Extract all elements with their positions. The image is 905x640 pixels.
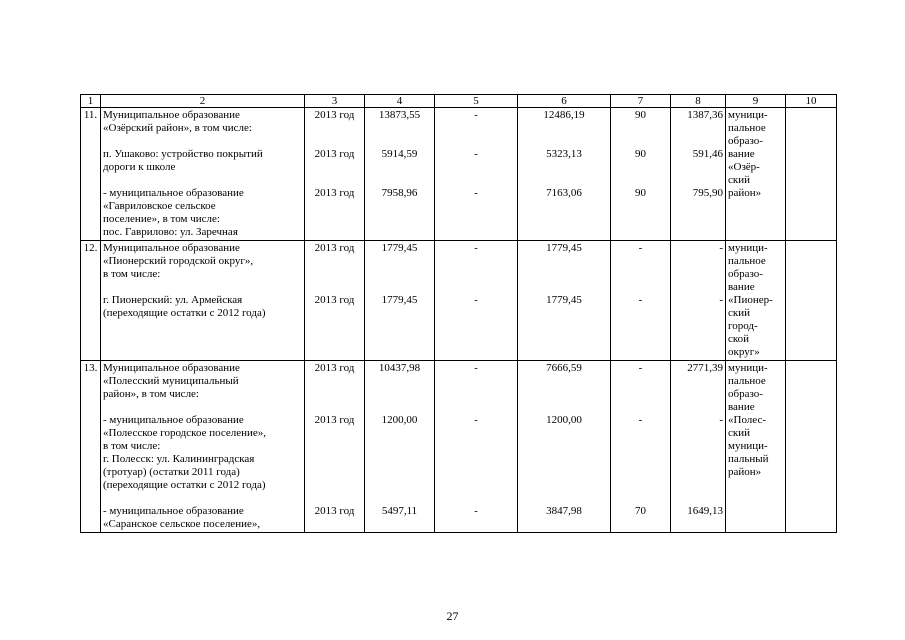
cell-value: - (638, 414, 643, 426)
cell-value: 2013 год (314, 242, 355, 254)
executor-line: образо- (728, 388, 763, 400)
cell-c4 (367, 242, 432, 294)
value-cell-c5 (435, 361, 518, 533)
item-name (103, 242, 302, 294)
item-name-line: «Полесское городское поселение», (103, 427, 267, 439)
cell-c5 (437, 109, 515, 148)
cell-c7 (613, 294, 668, 320)
item-name-line: дороги к школе (103, 161, 176, 173)
item-name-line: - муниципальное образование (103, 187, 244, 199)
executor-line: пальный (728, 453, 769, 465)
cell-year (307, 294, 362, 320)
cell-c5 (437, 294, 515, 320)
executor-line: ский (728, 307, 750, 319)
value-cell-c7 (611, 108, 671, 241)
cell-value: 90 (635, 148, 646, 160)
cell-value: 795,90 (692, 187, 723, 199)
row-number: 13. (81, 361, 101, 533)
cell-value: 1387,36 (687, 109, 723, 121)
cell-value: 90 (635, 187, 646, 199)
column-10-cell (786, 108, 837, 241)
header-cell-7: 7 (611, 95, 671, 108)
cell-c4 (367, 414, 432, 505)
header-cell-2: 2 (101, 95, 305, 108)
value-cell-c4 (365, 108, 435, 241)
cell-c6 (520, 362, 608, 414)
cell-c6 (520, 505, 608, 531)
executor-line: город- (728, 320, 758, 332)
executor-cell (726, 108, 786, 241)
executor-line: ский (728, 174, 750, 186)
cell-c8 (673, 109, 723, 148)
item-name-line: «Пионерский городской округ», (103, 255, 254, 267)
executor-line: образо- (728, 268, 763, 280)
cell-c7 (613, 148, 668, 187)
item-name-line: - муниципальное образование (103, 414, 244, 426)
cell-c7 (613, 414, 668, 505)
cell-value: 2013 год (314, 505, 355, 517)
cell-value: 1200,00 (546, 414, 582, 426)
item-name-line: район», в том числе: (103, 388, 199, 400)
cell-c6 (520, 242, 608, 294)
executor-line: вание (728, 401, 755, 413)
table-row (81, 241, 837, 361)
cell-value: - (474, 294, 478, 306)
cell-value: 2013 год (314, 294, 355, 306)
executor-line: пальное (728, 122, 766, 134)
header-cell-1: 1 (81, 95, 101, 108)
item-name (103, 109, 302, 148)
table-body (81, 95, 837, 533)
executor-line: муници- (728, 362, 768, 374)
value-cell-c7 (611, 241, 671, 361)
cell-c7 (613, 242, 668, 294)
executor-line: муници- (728, 242, 768, 254)
cell-c5 (437, 505, 515, 531)
item-name-line: - муниципальное образование (103, 505, 244, 517)
cell-c5 (437, 414, 515, 505)
cell-value: 2013 год (314, 148, 355, 160)
cell-c4 (367, 187, 432, 239)
item-name-line: (переходящие остатки с 2012 года) (103, 479, 266, 491)
header-cell-10: 10 (786, 95, 837, 108)
value-cell-c8 (671, 361, 726, 533)
item-name-line: Муниципальное образование (103, 242, 240, 254)
item-name-line: г. Пионерский: ул. Армейская (103, 294, 243, 306)
executor-line: муници- (728, 109, 768, 121)
table-row (81, 108, 837, 241)
cell-value: 12486,19 (543, 109, 585, 121)
cell-value: 10437,98 (378, 362, 421, 374)
executor-line: «Озёр- (728, 161, 760, 173)
cell-year (307, 109, 362, 148)
cell-value: - (474, 242, 478, 254)
cell-value: 1649,13 (687, 505, 723, 517)
item-name-line: (переходящие остатки с 2012 года) (103, 307, 266, 319)
item-name-line: «Саранское сельское поселение», (103, 518, 261, 530)
executor-line: пальное (728, 255, 766, 267)
cell-c6 (520, 148, 608, 187)
cell-value: 5323,13 (546, 148, 582, 160)
executor-cell (726, 241, 786, 361)
header-cell-8: 8 (671, 95, 726, 108)
cell-c8 (673, 414, 723, 505)
cell-value: - (474, 187, 478, 199)
executor-line: вание (728, 148, 755, 160)
cell-value: - (719, 242, 723, 254)
cell-c4 (367, 294, 432, 320)
cell-value: 1779,45 (546, 242, 582, 254)
cell-c7 (613, 505, 668, 531)
cell-value: 3847,98 (546, 505, 582, 517)
cell-c4 (367, 505, 432, 531)
cell-c8 (673, 187, 723, 239)
cell-c5 (437, 187, 515, 239)
cell-c5 (437, 148, 515, 187)
cell-value: - (638, 294, 643, 306)
item-name-line: в том числе: (103, 268, 161, 280)
cell-c4 (367, 148, 432, 187)
executor-line: район» (728, 187, 762, 199)
value-cell-year (305, 361, 365, 533)
cell-year (307, 187, 362, 239)
cell-c6 (520, 109, 608, 148)
value-cell-c8 (671, 108, 726, 241)
name-cell (101, 241, 305, 361)
cell-value: 90 (635, 109, 646, 121)
cell-value: 5497,11 (381, 505, 418, 517)
item-name (103, 414, 302, 505)
item-name-line: (тротуар) (остатки 2011 года) (103, 466, 240, 478)
value-cell-c8 (671, 241, 726, 361)
cell-value: 13873,55 (378, 109, 421, 121)
executor-line: пальное (728, 375, 766, 387)
header-row (81, 95, 837, 108)
executor-line: муници- (728, 440, 768, 452)
item-name (103, 187, 302, 239)
page-number: 27 (446, 609, 459, 623)
column-10-cell (786, 241, 837, 361)
cell-value: - (474, 148, 478, 160)
cell-c8 (673, 362, 723, 414)
item-name (103, 148, 302, 187)
item-name (103, 505, 302, 531)
cell-value: 1779,45 (381, 242, 418, 254)
item-name (103, 294, 302, 320)
cell-value: 7666,59 (546, 362, 582, 374)
cell-value: - (719, 414, 723, 426)
cell-c4 (367, 362, 432, 414)
item-name-line: в том числе: (103, 440, 161, 452)
value-cell-c7 (611, 361, 671, 533)
item-name-line: «Гавриловское сельское (103, 200, 216, 212)
row-number: 12. (81, 241, 101, 361)
value-cell-c6 (518, 108, 611, 241)
item-name-line: «Полесский муниципальный (103, 375, 239, 387)
cell-c7 (613, 187, 668, 239)
cell-c6 (520, 187, 608, 239)
header-cell-3: 3 (305, 95, 365, 108)
cell-value: - (474, 109, 478, 121)
cell-c5 (437, 362, 515, 414)
cell-value: 591,46 (692, 148, 723, 160)
cell-value: - (638, 242, 643, 254)
value-cell-c6 (518, 241, 611, 361)
item-name-line: Муниципальное образование (103, 362, 240, 374)
executor-line: округ» (728, 346, 760, 358)
cell-value: 7958,96 (381, 187, 418, 199)
cell-value: 2013 год (314, 109, 355, 121)
cell-value: 2013 год (314, 362, 355, 374)
executor-line: образо- (728, 135, 763, 147)
table-row (81, 361, 837, 533)
executor-line: ский (728, 427, 750, 439)
cell-value: - (638, 362, 643, 374)
cell-year (307, 505, 362, 531)
cell-c7 (613, 109, 668, 148)
executor-line: «Пионер- (728, 294, 773, 306)
cell-c4 (367, 109, 432, 148)
cell-c7 (613, 362, 668, 414)
executor-cell (726, 361, 786, 533)
cell-c5 (437, 242, 515, 294)
cell-value: - (719, 294, 723, 306)
cell-value: 1779,45 (546, 294, 582, 306)
row-number: 11. (81, 108, 101, 241)
executor-line: район» (728, 466, 762, 478)
cell-c6 (520, 414, 608, 505)
item-name-line: Муниципальное образование (103, 109, 240, 121)
header-cell-9: 9 (726, 95, 786, 108)
name-cell (101, 361, 305, 533)
cell-value: - (474, 362, 478, 374)
cell-value: - (474, 414, 478, 426)
cell-value: 1779,45 (381, 294, 418, 306)
value-cell-year (305, 108, 365, 241)
column-10-cell (786, 361, 837, 533)
cell-c8 (673, 242, 723, 294)
cell-value: 2771,39 (687, 362, 723, 374)
cell-c8 (673, 505, 723, 531)
cell-year (307, 242, 362, 294)
cell-c8 (673, 294, 723, 320)
value-cell-c6 (518, 361, 611, 533)
executor-line: вание (728, 281, 755, 293)
value-cell-c5 (435, 241, 518, 361)
cell-value: 1200,00 (381, 414, 418, 426)
header-cell-4: 4 (365, 95, 435, 108)
value-cell-c4 (365, 241, 435, 361)
cell-value: 7163,06 (546, 187, 582, 199)
executor-line: «Полес- (728, 414, 766, 426)
item-name (103, 362, 302, 414)
value-cell-c5 (435, 108, 518, 241)
item-name-line: п. Ушаково: устройство покрытий (103, 148, 263, 160)
item-name-line: поселение», в том числе: (103, 213, 220, 225)
cell-value: 2013 год (314, 414, 355, 426)
item-name-line: пос. Гаврилово: ул. Заречная (103, 226, 238, 238)
cell-year (307, 362, 362, 414)
header-cell-6: 6 (518, 95, 611, 108)
item-name-line: «Озёрский район», в том числе: (103, 122, 252, 134)
executor-line: ской (728, 333, 750, 345)
value-cell-year (305, 241, 365, 361)
item-name-line: г. Полесск: ул. Калининградская (103, 453, 255, 465)
cell-year (307, 414, 362, 505)
budget-table (80, 94, 837, 533)
name-cell (101, 108, 305, 241)
cell-value: 2013 год (314, 187, 355, 199)
cell-year (307, 148, 362, 187)
cell-c6 (520, 294, 608, 320)
value-cell-c4 (365, 361, 435, 533)
cell-c8 (673, 148, 723, 187)
cell-value: 5914,59 (381, 148, 418, 160)
header-cell-5: 5 (435, 95, 518, 108)
cell-value: 70 (635, 505, 646, 517)
cell-value: - (474, 505, 478, 517)
